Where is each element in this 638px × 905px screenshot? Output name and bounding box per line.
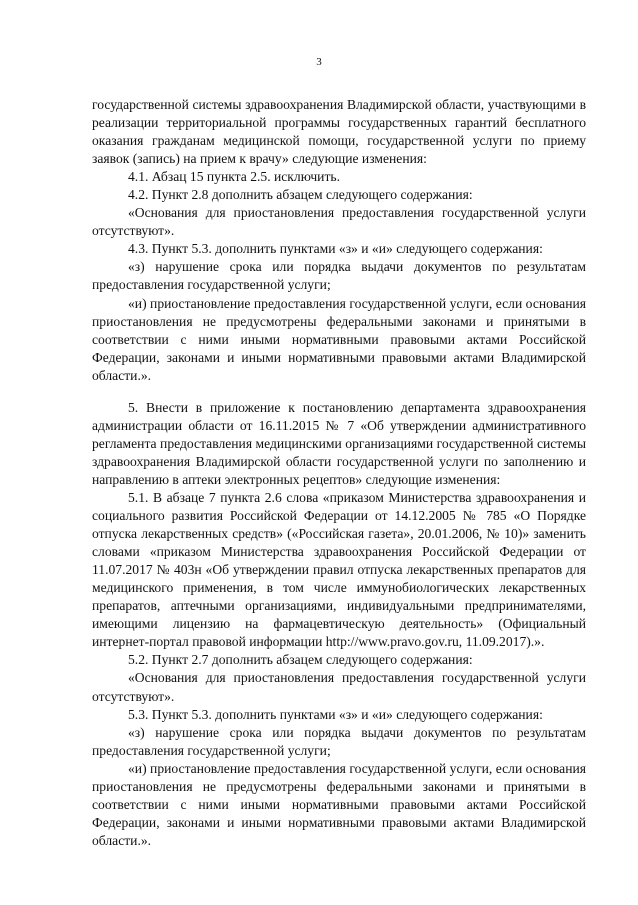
paragraph-4-3-item-z: «з) нарушение срока или порядка выдачи документов по результатам предоставления государственной услуги; [92, 259, 586, 293]
paragraph-5-3-item-i: «и) приостановление предоставления государственной услуги, если основания приостановления не предусмотрены федеральными законами и принятыми в соответствии с ними иными нормативными правовыми актами Российской Федерации, законами и иными нормативными правовыми актами Владимирской области.». [92, 760, 586, 848]
page-number: 3 [316, 56, 322, 68]
paragraph-4-3-item-i: «и) приостановление предоставления государственной услуги, если основания приостановления не предусмотрены федеральными законами и принятыми в соответствии с ними иными нормативными правовыми актами Российской Федерации, законами и иными нормативными правовыми актами Владимирской области.». [92, 295, 586, 383]
paragraph-5-3-item-z: «з) нарушение срока или порядка выдачи документов по результатам предоставления государственной услуги; [92, 724, 586, 758]
paragraph-5-1: 5.1. В абзаце 7 пункта 2.6 слова «приказом Министерства здравоохранения и социального развития Российской Федерации от 14.12.2005 № 785 «О Порядке отпуска лекарственных средств» («Российская газета», 20.01.2006, № 10)» заменить словами «приказом Министерства здравоохранения Российской Федерации от 11.07.2017 № 403н «Об утверждении правил отпуска лекарственных препаратов для медицинского применения, в том числе иммунобиологических лекарственных препаратов, аптечными организациями, индивидуальными предпринимателями, имеющими лицензию на фармацевтическую деятельность» (Официальный интернет-портал правовой информации http://www.pravo.gov.ru, 11.09.2017).». [92, 489, 586, 650]
paragraph-5-2-quote: «Основания для приостановления предоставления государственной услуги отсутствуют». [92, 670, 586, 704]
paragraph-5-2: 5.2. Пункт 2.7 дополнить абзацем следующего содержания: [128, 652, 473, 668]
paragraph-4-1: 4.1. Абзац 15 пункта 2.5. исключить. [128, 169, 340, 185]
paragraph-5-3: 5.3. Пункт 5.3. дополнить пунктами «з» и «и» следующего содержания: [128, 706, 543, 722]
paragraph-5: 5. Внести в приложение к постановлению департамента здравоохранения администрации области от 16.11.2015 № 7 «Об утверждении административного регламента предоставления медицинскими организациями государственной системы здравоохранения Владимирской области государственной услуги по заполнению и направлению в аптеки электронных рецептов» следующие изменения: [92, 399, 586, 487]
document-body [92, 96, 586, 850]
paragraph-continuation: государственной системы здравоохранения Владимирской области, участвующими в реализации территориальной программы государственных гарантий бесплатного оказания гражданам медицинской помощи, государственной услуги по приему заявок (запись) на прием к врачу» следующие изменения: [92, 97, 586, 167]
paragraph-4-2: 4.2. Пункт 2.8 дополнить абзацем следующего содержания: [128, 187, 473, 203]
paragraph-4-2-quote: «Основания для приостановления предоставления государственной услуги отсутствуют». [92, 205, 586, 239]
paragraph-4-3: 4.3. Пункт 5.3. дополнить пунктами «з» и «и» следующего содержания: [128, 241, 543, 257]
